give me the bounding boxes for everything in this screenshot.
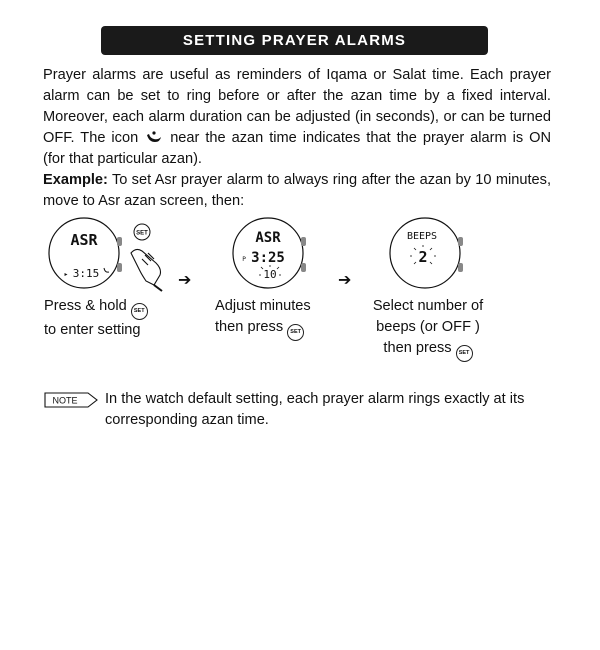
page-title: SETTING PRAYER ALARMS [182,32,407,49]
pressing-hand-icon [131,249,162,291]
intro-paragraph [43,65,551,170]
watch2-top-text: ASR [255,230,281,246]
caption-step-1 [44,296,148,341]
caption-step-3-line-1: Select number of [372,298,484,314]
watch3-blink-value: 2 [418,248,428,266]
caption-step-2-line-1: Adjust minutes [215,298,311,314]
set-button-illustration [134,224,150,240]
example-text: To set Asr prayer alarm to always ring after the azan by 10 minutes, move to Asr azan screen, then: [43,172,551,209]
arrow-icon: ➔ [338,272,352,289]
watch-step-1 [44,215,174,295]
note-tag-label: NOTE [52,395,78,406]
note-tag-icon [44,392,98,408]
set-button-label: SET [136,230,148,237]
watch-step-3 [385,215,475,295]
set-button-icon: SET [287,324,304,341]
caption-step-1-line-2: to enter setting [44,322,141,338]
arrow-icon: ➔ [178,272,192,289]
title-bar [101,26,488,55]
caption-step-3-line-3: then press [383,340,452,356]
watch2-blink-value: 10 [263,268,277,281]
set-button-icon: SET [456,345,473,362]
example-label: Example: [43,172,108,188]
example-paragraph [43,170,551,212]
caption-step-2 [215,296,311,341]
watch3-top-text: BEEPS [406,231,438,242]
intro-text-2: near the azan time indicates that the prayer alarm is ON (for that particular azan). [43,130,551,167]
caption-step-3 [366,296,490,362]
intro-text-1: Prayer alarms are useful as reminders of Iqama or Salat time. Each prayer alarm can be set to ring before or after the azan time by a fixed interval. Moreover, each alarm duration can be adjusted (in seconds), or can be turned OFF. The icon [43,67,551,146]
caption-step-1-line-1: Press & hold [44,298,127,314]
crescent-alarm-icon [144,130,164,144]
watch1-time: 3:15 [72,267,100,280]
caption-step-3-line-2: beeps (or OFF ) [376,319,480,335]
caption-step-2-line-2: then press [215,319,284,335]
watch-step-2 [228,215,318,295]
watch2-time: 3:25 [251,250,285,266]
set-button-icon: SET [131,303,148,320]
watch1-top-text: ASR [70,231,98,249]
note-text: In the watch default setting, each prayer alarm rings exactly at its corresponding azan time. [105,391,525,428]
watch1-marker: ▸ [64,271,68,278]
watch2-marker: P [242,256,246,263]
